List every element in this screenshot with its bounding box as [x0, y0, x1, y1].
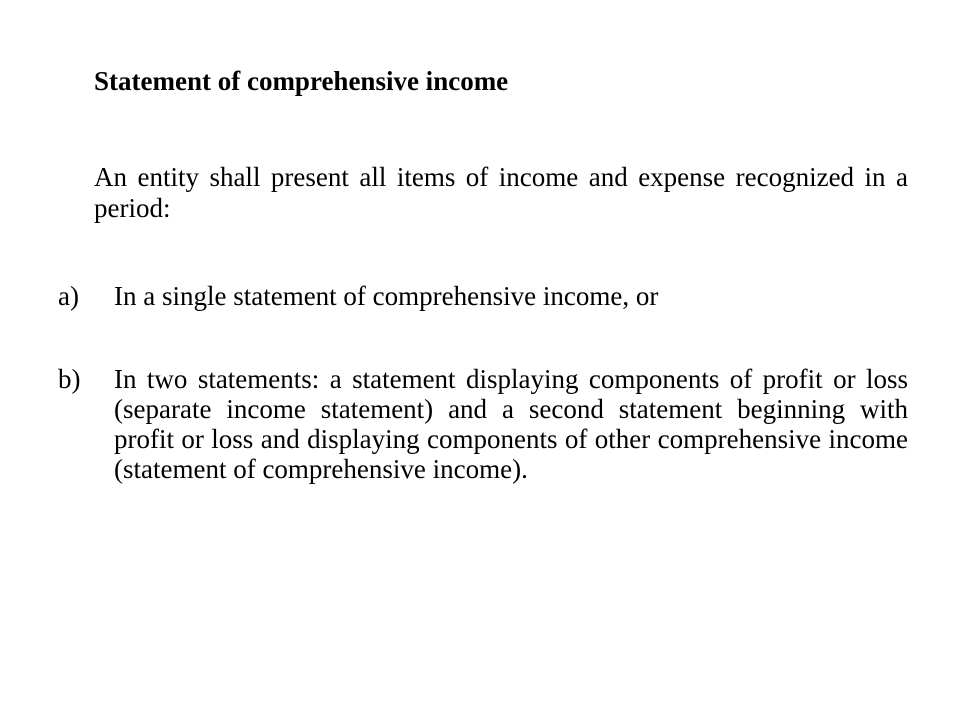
list-item-text: In a single statement of comprehensive income, or	[114, 281, 659, 311]
list-marker: a)	[58, 281, 79, 311]
slide-title: Statement of comprehensive income	[94, 66, 509, 96]
list-marker: b)	[58, 364, 81, 394]
intro-paragraph: An entity shall present all items of income and expense recognized in a period:	[94, 162, 908, 223]
list-item-text: In two statements: a statement displaying components of profit or loss (separate income statement) and a second statement beginning with profit or loss and displaying components of other comprehensive income (statement of comprehensive income).	[114, 364, 908, 484]
